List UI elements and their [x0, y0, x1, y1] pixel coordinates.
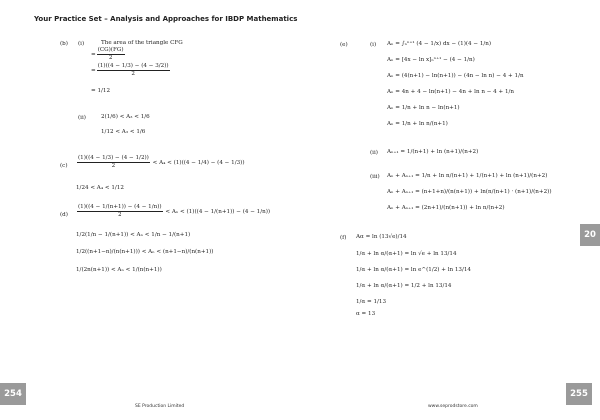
f-line-4: 1/α + ln α/(α+1) = 1/2 + ln 13/14	[356, 283, 452, 289]
b-result-value: 1/12	[97, 88, 111, 94]
c-lower-numerator: (1)((4 − 1/3) − (4 − 1/2))	[77, 156, 150, 163]
f-line-1: Aα = ln (13√e)/14	[356, 234, 407, 240]
b-expr-denominator: 2	[131, 70, 135, 77]
b-i-text: The area of the triangle CFG	[101, 40, 183, 46]
left-page-number: 254	[0, 383, 26, 405]
part-e-sub-ii: (ii)	[370, 150, 378, 156]
e-i-line-6: Aₙ = 1/n + ln n/(n+1)	[387, 121, 448, 127]
e-i-line-4: Aₙ = 4n + 4 − ln(n+1) − 4n + ln n − 4 + 1/n	[387, 89, 515, 95]
e-i-line-3: Aₙ = (4(n+1) − ln(n+1)) − (4n − ln n) − 4 + 1/n	[387, 73, 524, 79]
e-i-line-1: Aₙ = ∫ₙⁿ⁺¹ (4 − 1/x) dx − (1)(4 − 1/n)	[387, 41, 492, 47]
c-result: 1/24 < A₄ < 1/12	[76, 185, 124, 191]
right-footer: www.seprodstore.com	[428, 404, 478, 409]
f-line-5: 1/α = 1/13	[356, 299, 387, 305]
c-inequality	[76, 156, 245, 169]
c-lower-denominator: 2	[111, 162, 116, 169]
chapter-side-tab: 20	[580, 224, 600, 246]
c-upper-bound: < A₄ < (1)((4 − 1/4) − (4 − 1/3))	[152, 160, 245, 167]
f-line-2: 1/α + ln α/(α+1) = ln √e + ln 13/14	[356, 251, 457, 257]
b-area-numerator: (CG)(FG)	[97, 48, 125, 55]
part-b-label: (b)	[60, 41, 68, 47]
e-iii-line-1: Aₙ + Aₙ₊₁ = 1/n + ln n/(n+1) + 1/(n+1) + ln (n+1)/(n+2)	[387, 173, 548, 179]
e-i-line-5: Aₙ = 1/n + ln n − ln(n+1)	[387, 105, 460, 111]
part-e-sub-i: (i)	[370, 42, 377, 48]
b-area-denominator: 2	[108, 54, 113, 61]
d-lower-denominator: 2	[118, 211, 122, 218]
book-title: Your Practice Set – Analysis and Approaches for IBDP Mathematics	[34, 15, 298, 23]
b-result-equals: =	[91, 88, 96, 94]
left-footer: SE Production Limited	[135, 404, 185, 409]
part-b-sub-i: (i)	[78, 41, 85, 47]
part-d-label: (d)	[60, 212, 68, 218]
d-line-4: 1/(2n(n+1)) < Aₙ < 1/(n(n+1))	[76, 267, 162, 273]
d-lower-numerator: (1)((4 − 1/(n+1)) − (4 − 1/n))	[77, 205, 163, 212]
b-expr-numerator: (1)((4 − 1/3) − (4 − 3/2))	[97, 64, 170, 71]
f-line-6: α = 13	[356, 311, 376, 317]
part-e-label: (e)	[340, 42, 348, 48]
part-b-sub-ii: (ii)	[78, 115, 86, 121]
f-line-3: 1/α + ln α/(α+1) = ln e^(1/2) + ln 13/14	[356, 267, 471, 273]
e-ii-line: Aₙ₊₁ = 1/(n+1) + ln (n+1)/(n+2)	[387, 149, 479, 155]
right-page-number: 255	[566, 383, 592, 405]
part-c-label: (c)	[60, 163, 68, 169]
d-line-3: 1/2((n+1−n)/(n(n+1))) < Aₙ < (n+1−n)/(n(n+1))	[76, 249, 214, 255]
b-expr: = $\frac{(1)((4 - 1/3) - (4 - 3/2))}{2}$	[91, 63, 169, 77]
d-upper-bound: < Aₙ < (1)((4 − 1/(n+1)) − (4 − 1/n))	[165, 209, 271, 216]
d-line-2: 1/2(1/n − 1/(n+1)) < Aₙ < 1/n − 1/(n+1)	[76, 232, 191, 238]
e-iii-line-2: Aₙ + Aₙ₊₁ = (n+1+n)/(n(n+1)) + ln(n/(n+1) · (n+1)/(n+2))	[387, 189, 552, 195]
part-f-label: (f)	[340, 235, 347, 241]
b-ii-inequality-2: 1/12 < A₃ < 1/6	[101, 129, 146, 135]
b-result	[91, 89, 110, 95]
b-ii-inequality-1: 2(1/6) < A₃ < 1/6	[101, 114, 150, 120]
e-iii-line-3: Aₙ + Aₙ₊₁ = (2n+1)/(n(n+1)) + ln n/(n+2)	[387, 205, 505, 211]
e-i-line-2: Aₙ = [4x − ln x]ₙⁿ⁺¹ − (4 − 1/n)	[387, 57, 475, 63]
b-area-expression: = $\frac{(CG)(FG)}{2}$	[91, 47, 124, 61]
part-e-sub-iii: (iii)	[370, 174, 380, 180]
d-inequality	[76, 205, 270, 218]
